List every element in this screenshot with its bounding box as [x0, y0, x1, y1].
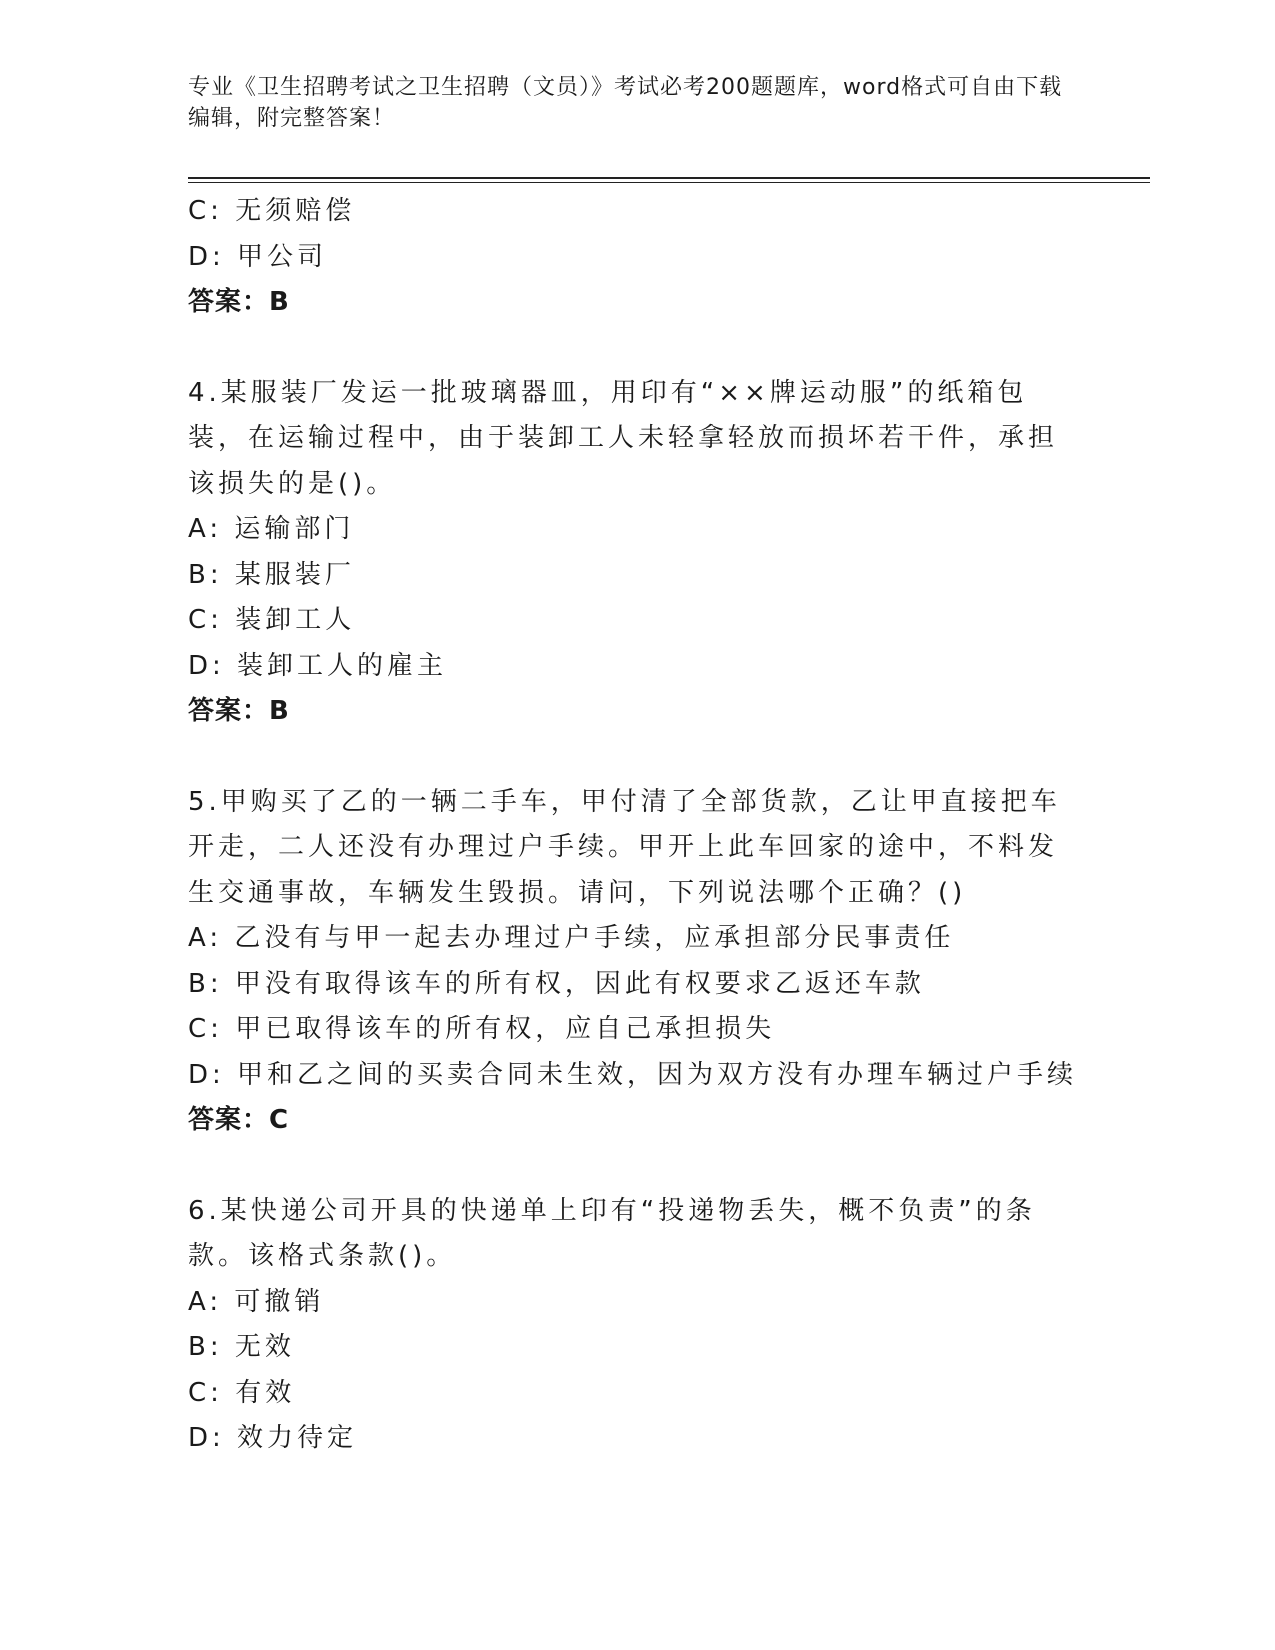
question-5	[188, 780, 1078, 1144]
option-b: B: 甲没有取得该车的所有权，因此有权要求乙返还车款	[188, 968, 925, 999]
option-d: D: 甲和乙之间的买卖合同未生效，因为双方没有办理车辆过户手续	[188, 1059, 1078, 1090]
question-content	[188, 189, 1078, 1462]
option-b: B: 无效	[188, 1332, 295, 1362]
continued-question	[188, 189, 1068, 326]
option-b: B: 某服装厂	[188, 559, 355, 590]
option-a: A: 乙没有与甲一起去办理过户手续，应承担部分民事责任	[188, 923, 955, 953]
option-c: C: 装卸工人	[188, 605, 356, 635]
option-c: C: 甲已取得该车的所有权，应自己承担损失	[188, 1014, 776, 1044]
option-d: D: 甲公司	[188, 241, 328, 272]
option-a: A: 可撤销	[188, 1286, 325, 1317]
header-rule-thick	[188, 177, 1150, 179]
answer-line: 答案：B	[188, 287, 290, 317]
option-d: D: 装卸工人的雇主	[188, 650, 448, 681]
option-c: C: 无须赔偿	[188, 196, 356, 226]
option-c: C: 有效	[188, 1377, 296, 1408]
page-header: 专业《卫生招聘考试之卫生招聘（文员）》考试必考200题题库，word格式可自由下载编辑，附完整答案！	[188, 75, 1063, 131]
question-stem: 4.某服装厂发运一批玻璃器皿，用印有“××牌运动服”的纸箱包装，在运输过程中，由于装卸工人未轻拿轻放而损坏若干件，承担该损失的是()。	[188, 377, 1059, 499]
question-6	[188, 1189, 1068, 1462]
option-a: A: 运输部门	[188, 514, 355, 544]
option-d: D: 效力待定	[188, 1423, 358, 1453]
question-stem: 5.甲购买了乙的一辆二手车，甲付清了全部货款，乙让甲直接把车开走，二人还没有办理过户手续。甲开上此车回家的途中，不料发生交通事故，车辆发生毁损。请问，下列说法哪个正确？()	[188, 786, 1061, 908]
question-stem: 6.某快递公司开具的快递单上印有“投递物丢失，概不负责”的条款。该格式条款()。	[188, 1195, 1036, 1271]
answer-line: 答案：C	[188, 1105, 290, 1135]
answer-line: 答案：B	[188, 696, 290, 726]
question-4	[188, 371, 1068, 735]
header-rule-thin	[188, 182, 1150, 183]
